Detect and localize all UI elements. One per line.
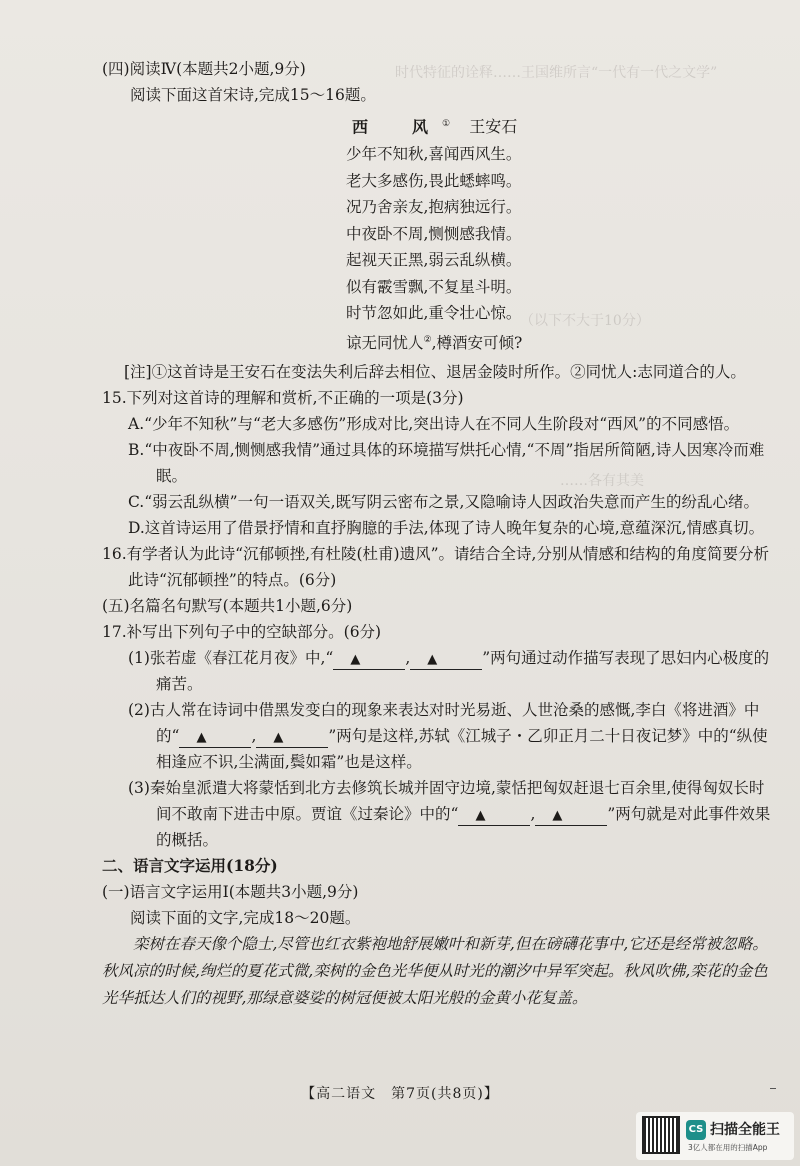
- question-16-stem: 16.有学者认为此诗“沉郁顿挫,有杜陵(杜甫)遗风”。请结合全诗,分别从情感和结构的角度简要分析此诗“沉郁顿挫”的特点。(6分): [102, 545, 769, 590]
- section-intro: 阅读下面的文字,完成18～20题。: [130, 909, 361, 928]
- answer-blank[interactable]: [333, 649, 405, 670]
- question-15-stem: 15.下列对这首诗的理解和赏析,不正确的一项是(3分): [102, 389, 464, 408]
- item-text: ”两句通过动作描写表现了思妇内心极度的痛苦。: [156, 649, 770, 694]
- blank-marker: ▲: [475, 808, 486, 824]
- poem-line-note: ②: [423, 334, 432, 345]
- question-17-item-3: (3)秦始皇派遣大将蒙恬到北方去修筑长城并固守边境,蒙恬把匈奴赶退七百余里,使得匈奴长时间不敢南下进击中原。贾谊《过秦论》中的“ ▲ , ▲ ”两句就是对此事件效果的概括。: [128, 779, 771, 850]
- scanner-app-slogan: 3亿人都在用的扫描App: [688, 1143, 768, 1152]
- poem-line: 少年不知秋,喜闻西风生。: [346, 145, 522, 164]
- item-text: (3)秦始皇派遣大将蒙恬到北方去修筑长城并固守边境,蒙恬把匈奴赶退七百余里,使得匈奴长时间不敢南下进击中原。贾谊《过秦论》中的“: [128, 779, 765, 824]
- item-text: (2)古人常在诗词中借黑发变白的现象来表达对时光易逝、人世沧桑的感慨,李白《将进酒》中的“: [128, 701, 760, 746]
- reading-passage: 栾树在春天像个隐士,尽管也红衣紫袍地舒展嫩叶和新芽,但在磅礴花事中,它还是经常被忽略。秋风凉的时候,绚烂的夏花式微,栾树的金色光华便从时光的潮汐中异军突起。秋风吹佛,栾花的金色光华抵达人们的视野,那绿意婆娑的树冠便被太阳光般的金黄小花复盖。: [102, 935, 768, 1008]
- poem-title-text: 西 风: [352, 117, 443, 137]
- poem-line-part: 谅无同忧人: [346, 333, 424, 352]
- question-17-item-1: (1)张若虚《春江花月夜》中,“ ▲ , ▲ ”两句通过动作描写表现了思妇内心极度的痛苦。: [128, 649, 770, 694]
- question-15-option-a: A.“少年不知秋”与“老大多感伤”形成对比,突出诗人在不同人生阶段对“西风”的不同感悟。: [128, 415, 740, 434]
- poem-line: 老大多感伤,畏此蟋蟀鸣。: [346, 171, 522, 190]
- poem-note: [注]①这首诗是王安石在变法失利后辞去相位、退居金陵时所作。②同忧人:志同道合的人。: [124, 363, 746, 382]
- question-15-option-d: D.这首诗运用了借景抒情和直抒胸臆的手法,体现了诗人晚年复杂的心境,意蕴深沉,情感真切。: [128, 519, 765, 538]
- question-15-option-c: C.“弱云乱纵横”一句一语双关,既写阴云密布之景,又隐喻诗人因政治失意而产生的纷乱心绪。: [128, 493, 759, 512]
- section-heading: (四)阅读Ⅳ(本题共2小题,9分): [102, 60, 306, 78]
- poem-line-last: [102, 327, 772, 357]
- answer-blank[interactable]: [179, 727, 251, 748]
- item-text: ”两句就是对此事件效果的概括。: [156, 805, 771, 850]
- bleed-through-text: ……各有其美: [560, 473, 644, 489]
- footer-mark: [770, 1088, 776, 1089]
- blank-marker: ▲: [350, 652, 361, 668]
- poem-line: 起视天正黑,弱云乱纵横。: [346, 251, 522, 270]
- question-17-stem: 17.补写出下列句子中的空缺部分。(6分): [102, 623, 382, 642]
- qr-code-icon: [642, 1116, 680, 1154]
- poem-title: [102, 110, 772, 141]
- scanner-app-name: 扫描全能王: [710, 1122, 780, 1138]
- question-15-option-b: B.“中夜卧不周,恻恻感我情”通过具体的环境描写烘托心情,“不周”指居所简陋,诗人因寒冷而难眠。: [128, 441, 765, 486]
- blank-marker: ▲: [552, 808, 563, 824]
- question-17-item-2: (2)古人常在诗词中借黑发变白的现象来表达对时光易逝、人世沧桑的感慨,李白《将进酒》中的“ ▲ , ▲ ”两句是这样,苏轼《江城子・乙卯正月二十日夜记梦》中的“纵使相逢应不识,尘满面,鬓如霜”也是这样。: [128, 701, 768, 772]
- section-heading: (一)语言文字运用Ⅰ(本题共3小题,9分): [102, 883, 359, 902]
- poem-author: 王安石: [469, 117, 518, 137]
- poem-line: 中夜卧不周,恻恻感我情。: [346, 224, 522, 243]
- poem-line: 况乃舍亲友,抱病独远行。: [346, 198, 522, 217]
- blank-marker: ▲: [427, 652, 438, 668]
- answer-blank[interactable]: [535, 805, 607, 826]
- scanner-watermark: [636, 1112, 794, 1160]
- exam-content: [102, 56, 772, 1012]
- blank-marker: ▲: [273, 730, 284, 746]
- bleed-through-text: 时代特征的诠释……王国维所言“一代有一代之文学”: [395, 65, 718, 81]
- poem-line: 时节忽如此,重令壮心惊。: [346, 304, 522, 323]
- bleed-through-text: （以下不大于10分）: [520, 313, 650, 329]
- camscanner-logo-icon: CS: [686, 1120, 706, 1140]
- answer-blank[interactable]: [410, 649, 482, 670]
- poem-title-note: ①: [442, 119, 451, 129]
- poem-line: 似有霰雪飘,不复星斗明。: [346, 277, 522, 296]
- section-intro: 阅读下面这首宋诗,完成15～16题。: [130, 86, 376, 104]
- item-text: ”两句是这样,苏轼《江城子・乙卯正月二十日夜记梦》中的“纵使相逢应不识,尘满面,鬓如霜”也是这样。: [156, 727, 768, 772]
- answer-blank[interactable]: [256, 727, 328, 748]
- poem-line-part: ,樽酒安可倾?: [431, 333, 523, 352]
- blank-marker: ▲: [196, 730, 207, 746]
- page-footer: 【高二语文 第7页(共8页)】: [301, 1086, 499, 1102]
- answer-blank[interactable]: [458, 805, 530, 826]
- part-heading: 二、语言文字运用(18分): [102, 856, 278, 876]
- section-heading: (五)名篇名句默写(本题共1小题,6分): [102, 597, 353, 616]
- item-text: (1)张若虚《春江花月夜》中,“: [128, 649, 334, 668]
